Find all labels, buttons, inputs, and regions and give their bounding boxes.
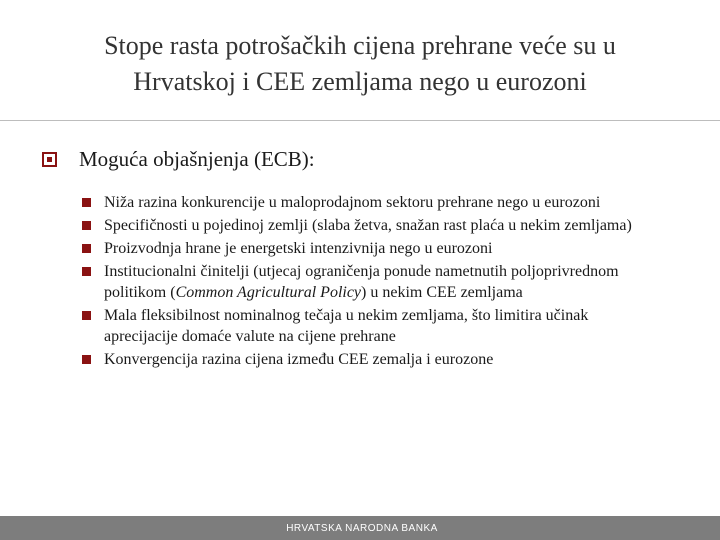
main-bullet-text: Moguća objašnjenja (ECB): <box>79 147 315 171</box>
list-item-text-italic: Common Agricultural Policy <box>175 284 362 301</box>
bullet-icon <box>82 355 91 364</box>
list-item <box>82 261 682 303</box>
square-bullet-icon <box>42 152 57 167</box>
list-item <box>82 215 682 236</box>
bullet-icon <box>82 198 91 207</box>
title-divider <box>0 120 720 121</box>
footer-logo-text: HRVATSKA NARODNA BANKA <box>286 522 438 534</box>
list-item-text: Proizvodnja hrane je energetski intenzivnija nego u eurozoni <box>104 240 493 257</box>
list-item-text: Konvergencija razina cijena između CEE zemalja i eurozone <box>104 351 494 368</box>
slide-title-line1: Stope rasta potrošačkih cijena prehrane veće su u <box>104 31 616 60</box>
explanations-list <box>82 192 682 372</box>
list-item-text-after: ) u nekim CEE zemljama <box>361 284 523 301</box>
slide-title-line2: Hrvatskoj i CEE zemljama nego u eurozoni <box>133 67 587 96</box>
list-item <box>82 305 682 347</box>
list-item <box>82 238 682 259</box>
list-item-text: Niža razina konkurencije u maloprodajnom sektoru prehrane nego u eurozoni <box>104 194 601 211</box>
list-item <box>82 192 682 213</box>
main-bullet <box>42 145 692 173</box>
list-item-text-before: Institucionalni činitelji (utjecaj ograničenja ponude nametnutih poljoprivrednom politikom ( <box>104 263 619 301</box>
bullet-icon <box>82 221 91 230</box>
bullet-icon <box>82 244 91 253</box>
list-item-text: Specifičnosti u pojedinoj zemlji (slaba žetva, snažan rast plaća u nekim zemljama) <box>104 217 632 234</box>
footer-bar <box>0 516 720 540</box>
list-item-text <box>104 261 664 303</box>
bullet-icon <box>82 267 91 276</box>
list-item-text: Mala fleksibilnost nominalnog tečaja u nekim zemljama, što limitira učinak aprecijacije domaće valute na cijene prehrane <box>104 307 589 345</box>
slide-title <box>20 28 700 100</box>
list-item <box>82 349 682 370</box>
bullet-icon <box>82 311 91 320</box>
